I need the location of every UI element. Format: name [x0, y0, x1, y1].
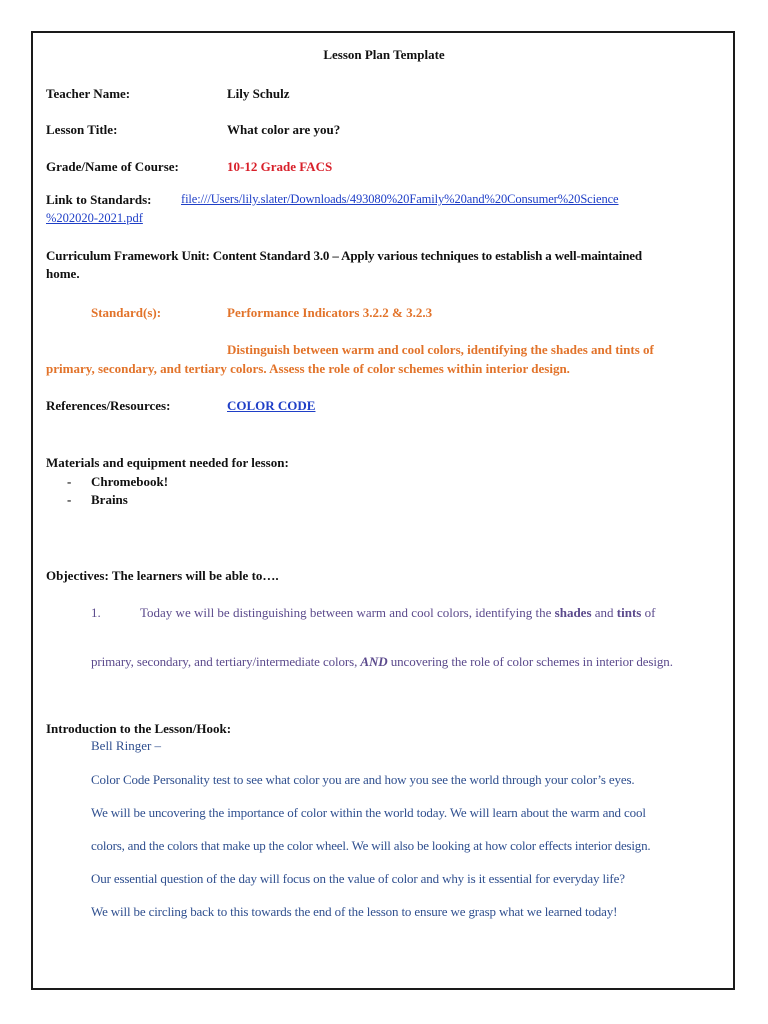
bell-ringer: Bell Ringer –: [91, 738, 162, 753]
teacher-label: Teacher Name:: [46, 86, 131, 101]
objective-text: Today we will be distinguishing between warm and cool colors, identifying the: [140, 605, 555, 620]
objective-text: uncovering the role of color schemes in interior design.: [387, 654, 673, 669]
materials-item: Chromebook!: [91, 474, 169, 489]
standards-desc-line1: Distinguish between warm and cool colors, identifying the shades and tints of: [227, 342, 654, 357]
list-bullet: -: [67, 474, 72, 489]
objective-tints: tints: [616, 605, 642, 620]
list-bullet: -: [67, 492, 72, 507]
references-label: References/Resources:: [46, 398, 171, 413]
standards-link-line1[interactable]: file:///Users/lily.slater/Downloads/493080%20Family%20and%20Consumer%20Science: [181, 192, 619, 206]
objective-text: of: [641, 605, 656, 620]
intro-heading: Introduction to the Lesson/Hook:: [46, 721, 232, 736]
standards-value: Performance Indicators 3.2.2 & 3.2.3: [227, 305, 433, 320]
lesson-title-label: Lesson Title:: [46, 122, 118, 137]
intro-line: We will be circling back to this towards the end of the lesson to ensure we grasp what we learned today!: [91, 904, 618, 919]
teacher-value: Lily Schulz: [227, 86, 290, 101]
objective-text: and: [591, 605, 617, 620]
intro-line: Our essential question of the day will focus on the value of color and why is it essential for everyday life?: [91, 871, 625, 886]
standards-link-label: Link to Standards:: [46, 192, 152, 207]
grade-label: Grade/Name of Course:: [46, 159, 179, 174]
objectives-heading: Objectives: The learners will be able to….: [46, 568, 279, 583]
document-title: Lesson Plan Template: [323, 47, 445, 62]
standards-label: Standard(s):: [91, 305, 162, 320]
objective-shades: shades: [554, 605, 592, 620]
curriculum-line1: Curriculum Framework Unit: Content Standard 3.0 – Apply various techniques to establish a well-maintained: [46, 248, 642, 263]
materials-heading: Materials and equipment needed for lesson:: [46, 455, 289, 470]
materials-item: Brains: [91, 492, 128, 507]
objective-line1: [140, 605, 655, 621]
color-code-link[interactable]: COLOR CODE: [227, 398, 316, 413]
intro-line: We will be uncovering the importance of color within the world today. We will learn about the warm and cool: [91, 805, 646, 820]
standards-link-line2[interactable]: %202020-2021.pdf: [46, 211, 143, 225]
curriculum-line2: home.: [46, 266, 80, 281]
standards-desc-line2: primary, secondary, and tertiary colors. Assess the role of color schemes within interior design.: [46, 361, 570, 376]
grade-value: 10-12 Grade FACS: [227, 159, 333, 174]
objective-number: 1.: [91, 605, 101, 620]
intro-line: colors, and the colors that make up the color wheel. We will also be looking at how color effects interior design.: [91, 838, 651, 853]
objective-text: primary, secondary, and tertiary/intermediate colors,: [91, 654, 361, 669]
lesson-title-value: What color are you?: [227, 122, 341, 137]
intro-line: Color Code Personality test to see what color you are and how you see the world through your color’s eyes.: [91, 772, 635, 787]
objective-line2: [91, 654, 673, 670]
objective-and: AND: [360, 654, 388, 669]
